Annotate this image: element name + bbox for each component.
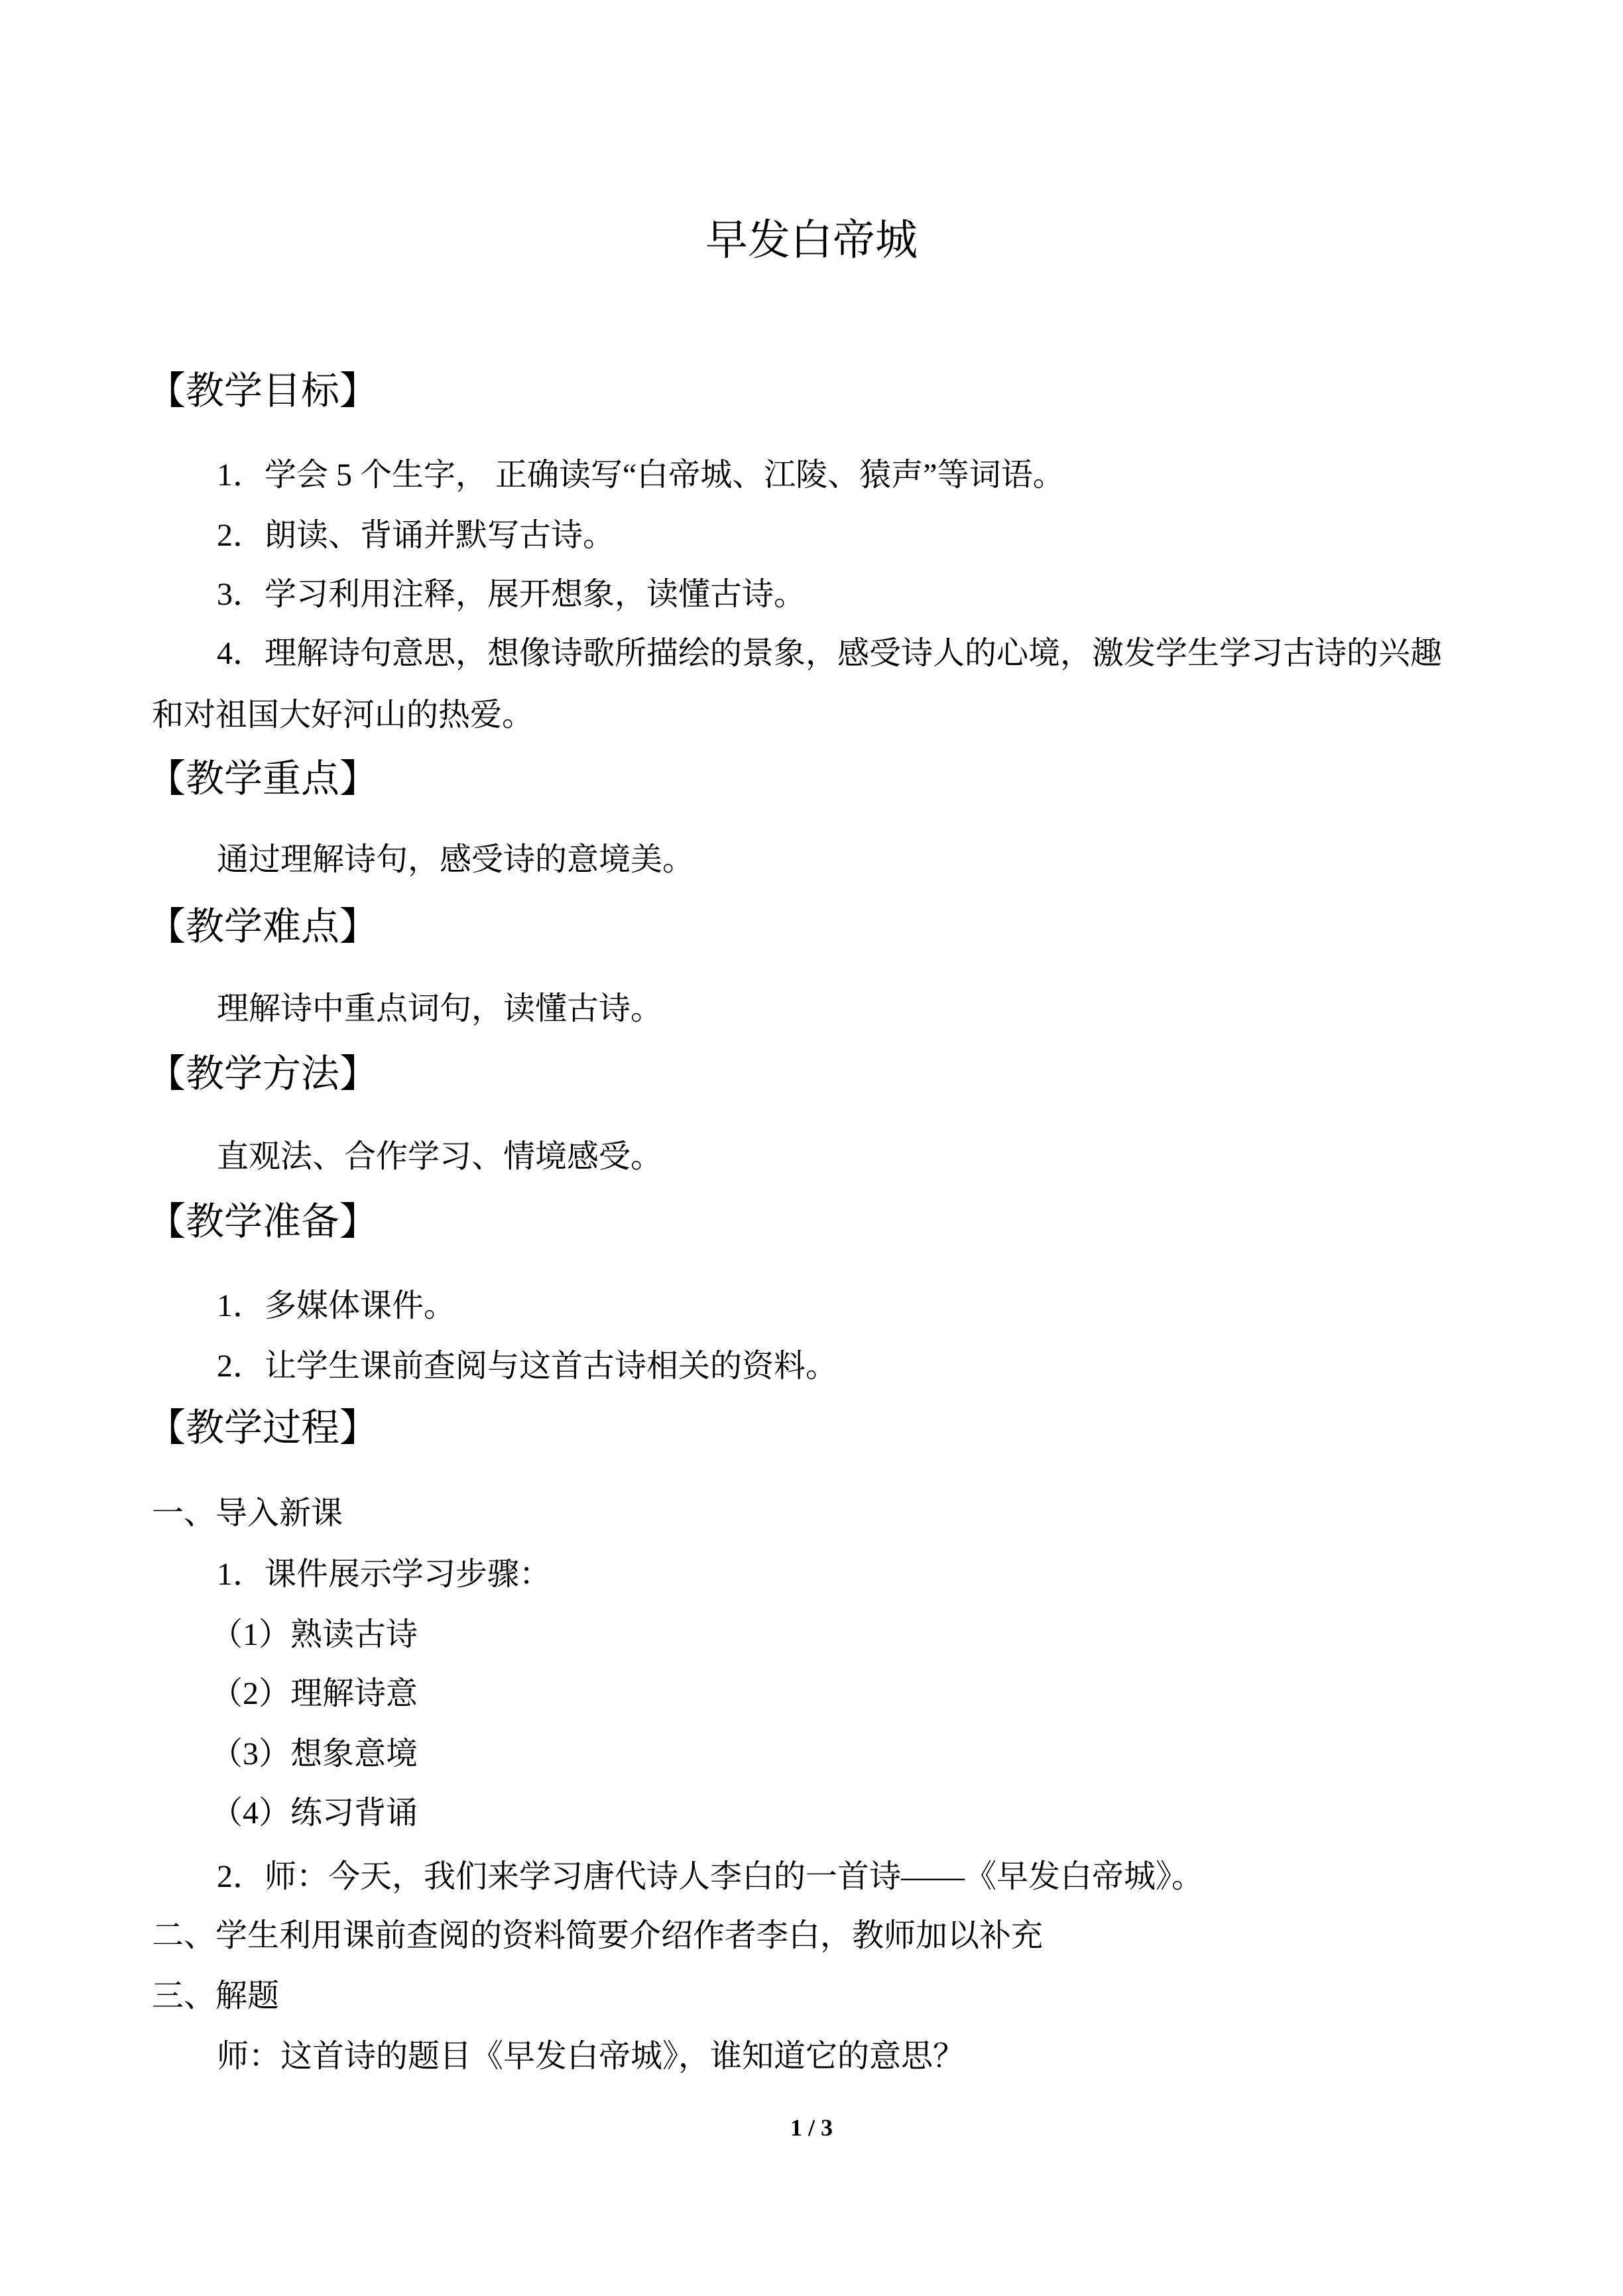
objective-item-continued: 和对祖国大好河山的热爱。 [152, 697, 534, 733]
page-number: 1 / 3 [790, 2114, 833, 2141]
preparation-item: 1．多媒体课件。 [217, 1288, 456, 1323]
heading-preparation: 【教学准备】 [147, 1200, 379, 1243]
process-step-2: 2．师：今天，我们来学习唐代诗人李白的一首诗——《早发白帝城》。 [217, 1859, 1204, 1894]
heading-process: 【教学过程】 [147, 1406, 379, 1449]
heading-methods: 【教学方法】 [147, 1052, 379, 1095]
methods-text: 直观法、合作学习、情境感受。 [217, 1139, 663, 1174]
process-substep: （2）理解诗意 [211, 1676, 418, 1711]
document-title: 早发白帝城 [705, 217, 918, 264]
preparation-item: 2．让学生课前查阅与这首古诗相关的资料。 [217, 1349, 838, 1384]
process-substep: （1）熟读古诗 [211, 1617, 418, 1652]
process-substep: （3）想象意境 [211, 1736, 418, 1772]
objective-item: 1．学会 5 个生字， 正确读写“白帝城、江陵、猿声”等词语。 [217, 457, 1065, 493]
objective-item: 4．理解诗句意思，想像诗歌所描绘的景象，感受诗人的心境，激发学生学习古诗的兴趣 [217, 636, 1443, 671]
process-part-1: 一、导入新课 [152, 1496, 343, 1531]
difficulties-text: 理解诗中重点词句，读懂古诗。 [217, 991, 663, 1026]
objective-item: 3．学习利用注释，展开想象，读懂古诗。 [217, 577, 806, 612]
process-substep: （4）练习背诵 [211, 1795, 418, 1831]
teacher-question: 师：这首诗的题目《早发白帝城》，谁知道它的意思？ [217, 2039, 965, 2074]
heading-key-points: 【教学重点】 [147, 757, 379, 800]
heading-objectives: 【教学目标】 [147, 369, 379, 412]
process-part-3: 三、解题 [152, 1978, 280, 2014]
objective-item: 2．朗读、背诵并默写古诗。 [217, 518, 615, 553]
process-part-2: 二、学生利用课前查阅的资料简要介绍作者李白，教师加以补充 [152, 1918, 1044, 1953]
key-points-text: 通过理解诗句，感受诗的意境美。 [217, 842, 695, 877]
heading-difficulties: 【教学难点】 [147, 905, 379, 948]
process-step-1: 1．课件展示学习步骤： [217, 1557, 552, 1592]
